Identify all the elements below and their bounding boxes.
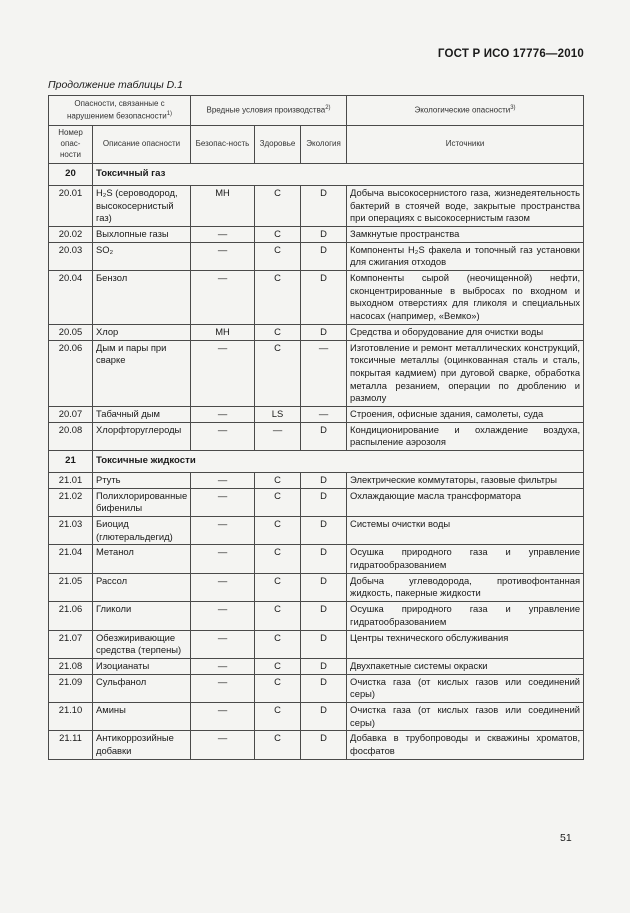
table-row [49, 488, 584, 516]
sources-text: Охлаждающие масла трансформатора [347, 488, 584, 516]
table-caption: Продолжение таблицы D.1 [48, 79, 183, 91]
hazard-description: Антикоррозийные добавки [93, 731, 191, 759]
health-code: C [255, 545, 301, 573]
hazard-description: Бензол [93, 271, 191, 325]
table-row [49, 517, 584, 545]
sources-text: Осушка природного газа и управление гидратообразованием [347, 545, 584, 573]
table-row [49, 185, 584, 226]
hazard-number: 21.10 [49, 702, 93, 730]
table-row [49, 674, 584, 702]
health-code: C [255, 602, 301, 630]
sources-text: Строения, офисные здания, самолеты, суда [347, 406, 584, 422]
ecology-code: — [301, 340, 347, 406]
table-row [49, 324, 584, 340]
ecology-code: — [301, 406, 347, 422]
ecology-code: D [301, 271, 347, 325]
hazard-description: Выхлопные газы [93, 227, 191, 243]
hazard-description: Обезжиривающие средства (терпены) [93, 630, 191, 658]
hazard-number: 20.08 [49, 422, 93, 450]
table-row [49, 630, 584, 658]
table-row [49, 406, 584, 422]
safety-code: — [191, 731, 255, 759]
group-row [49, 451, 584, 473]
hazard-number: 20.05 [49, 324, 93, 340]
safety-code: MH [191, 185, 255, 226]
health-code: C [255, 488, 301, 516]
hazard-description: Дым и пары при сварке [93, 340, 191, 406]
hazard-description: Сульфанол [93, 674, 191, 702]
table-row [49, 340, 584, 406]
safety-code: — [191, 271, 255, 325]
header-sources: Источники [347, 126, 584, 164]
ecology-code: D [301, 517, 347, 545]
sources-text: Двухпакетные системы окраски [347, 658, 584, 674]
header-safety-group: Опасности, связанные с нарушением безопасности$^{1)}$ [49, 96, 191, 126]
safety-code: — [191, 340, 255, 406]
sources-text: Системы очистки воды [347, 517, 584, 545]
sources-text: Кондиционирование и охлаждение воздуха, распыление аэрозоля [347, 422, 584, 450]
sources-text: Добыча углеводорода, противофонтанная жидкость, пакерные жидкости [347, 573, 584, 601]
table-row [49, 242, 584, 270]
health-code: C [255, 271, 301, 325]
group-number: 20 [49, 164, 93, 186]
table-row [49, 271, 584, 325]
ecology-code: D [301, 324, 347, 340]
hazard-description: Хлор [93, 324, 191, 340]
document-header: ГОСТ Р ИСО 17776—2010 [437, 48, 584, 60]
safety-code: — [191, 472, 255, 488]
health-code: C [255, 517, 301, 545]
ecology-code: D [301, 227, 347, 243]
health-code: C [255, 472, 301, 488]
health-code: C [255, 227, 301, 243]
hazard-number: 21.09 [49, 674, 93, 702]
table-row [49, 658, 584, 674]
hazard-description: Рассол [93, 573, 191, 601]
hazard-description: Полихлорированные бифенилы [93, 488, 191, 516]
table-row [49, 472, 584, 488]
ecology-code: D [301, 472, 347, 488]
hazard-description: Метанол [93, 545, 191, 573]
hazard-number: 20.07 [49, 406, 93, 422]
sources-text: Компоненты H₂S факела и топочный газ установки для сжигания отходов [347, 242, 584, 270]
hazard-description: Биоцид (глютеральдегид) [93, 517, 191, 545]
hazard-number: 21.06 [49, 602, 93, 630]
health-code: C [255, 674, 301, 702]
safety-code: — [191, 422, 255, 450]
sources-text: Добыча высокосернистого газа, жизнедеятельность бактерий в стоячей воде, закрытые пространства при операциях с высокосернистым газом [347, 185, 584, 226]
safety-code: — [191, 242, 255, 270]
hazard-number: 21.08 [49, 658, 93, 674]
sources-text: Очистка газа (от кислых газов или соединений серы) [347, 674, 584, 702]
safety-code: — [191, 630, 255, 658]
hazard-number: 21.02 [49, 488, 93, 516]
header-ecology: Экология [301, 126, 347, 164]
hazard-number: 20.06 [49, 340, 93, 406]
health-code: C [255, 731, 301, 759]
ecology-code: D [301, 630, 347, 658]
hazard-number: 20.01 [49, 185, 93, 226]
ecology-code: D [301, 488, 347, 516]
sources-text: Замкнутые пространства [347, 227, 584, 243]
hazard-description: Гликоли [93, 602, 191, 630]
ecology-code: D [301, 731, 347, 759]
sources-text: Компоненты сырой (неочищенной) нефти, сконцентрированные в выбросах по входном и выходном отверстиях для гликоля и специальных насосах (например, «Вемко») [347, 271, 584, 325]
safety-code: — [191, 674, 255, 702]
table-row [49, 545, 584, 573]
hazard-description: Ртуть [93, 472, 191, 488]
hazard-number: 21.11 [49, 731, 93, 759]
safety-code: — [191, 702, 255, 730]
safety-code: — [191, 602, 255, 630]
health-code: C [255, 658, 301, 674]
health-code: C [255, 185, 301, 226]
hazard-description: Амины [93, 702, 191, 730]
ecology-code: D [301, 545, 347, 573]
hazard-number: 21.05 [49, 573, 93, 601]
page-number: 51 [560, 832, 572, 844]
hazard-number: 20.03 [49, 242, 93, 270]
ecology-code: D [301, 242, 347, 270]
group-row [49, 164, 584, 186]
group-name: Токсичные жидкости [93, 451, 584, 473]
header-hazard-description: Описание опасности [93, 126, 191, 164]
hazard-number: 21.04 [49, 545, 93, 573]
hazard-description: H₂S (сероводород, высокосернистый газ) [93, 185, 191, 226]
sources-text: Электрические коммутаторы, газовые фильтры [347, 472, 584, 488]
hazard-table [48, 95, 584, 760]
sources-text: Изготовление и ремонт металлических конструкций, токсичные металлы (оцинкованная сталь и сталь, покрытая кадмием) при дуговой сварке, обработка металла резанием, операции по дроблению и размолу [347, 340, 584, 406]
hazard-description: Табачный дым [93, 406, 191, 422]
hazard-description: SO₂ [93, 242, 191, 270]
hazard-number: 21.03 [49, 517, 93, 545]
group-number: 21 [49, 451, 93, 473]
ecology-code: D [301, 674, 347, 702]
safety-code: — [191, 517, 255, 545]
safety-code: — [191, 406, 255, 422]
header-health: Здоровье [255, 126, 301, 164]
ecology-code: D [301, 658, 347, 674]
header-hazard-number: Номер опас-ности [49, 126, 93, 164]
sources-text: Средства и оборудование для очистки воды [347, 324, 584, 340]
table-body [49, 164, 584, 760]
table-row [49, 227, 584, 243]
header-harmful-conditions-group: Вредные условия производства$^{2)}$ [191, 96, 347, 126]
safety-code: — [191, 658, 255, 674]
sources-text: Центры технического обслуживания [347, 630, 584, 658]
health-code: C [255, 702, 301, 730]
header-ecological-group: Экологические опасности$^{3)}$ [347, 96, 584, 126]
table-row [49, 573, 584, 601]
ecology-code: D [301, 573, 347, 601]
hazard-number: 20.04 [49, 271, 93, 325]
health-code: C [255, 573, 301, 601]
ecology-code: D [301, 185, 347, 226]
health-code: C [255, 340, 301, 406]
hazard-description: Хлорфторуглероды [93, 422, 191, 450]
safety-code: — [191, 545, 255, 573]
health-code: LS [255, 406, 301, 422]
sources-text: Добавка в трубопроводы и скважины хроматов, фосфатов [347, 731, 584, 759]
ecology-code: D [301, 602, 347, 630]
health-code: C [255, 242, 301, 270]
hazard-number: 20.02 [49, 227, 93, 243]
ecology-code: D [301, 422, 347, 450]
hazard-description: Изоцианаты [93, 658, 191, 674]
health-code: — [255, 422, 301, 450]
ecology-code: D [301, 702, 347, 730]
safety-code: MH [191, 324, 255, 340]
header-safety: Безопас-ность [191, 126, 255, 164]
hazard-number: 21.01 [49, 472, 93, 488]
sources-text: Осушка природного газа и управление гидратообразованием [347, 602, 584, 630]
safety-code: — [191, 573, 255, 601]
safety-code: — [191, 488, 255, 516]
health-code: C [255, 324, 301, 340]
table-row [49, 702, 584, 730]
group-name: Токсичный газ [93, 164, 584, 186]
table-row [49, 422, 584, 450]
table-row [49, 731, 584, 759]
safety-code: — [191, 227, 255, 243]
sources-text: Очистка газа (от кислых газов или соединений серы) [347, 702, 584, 730]
table-row [49, 602, 584, 630]
health-code: C [255, 630, 301, 658]
hazard-number: 21.07 [49, 630, 93, 658]
